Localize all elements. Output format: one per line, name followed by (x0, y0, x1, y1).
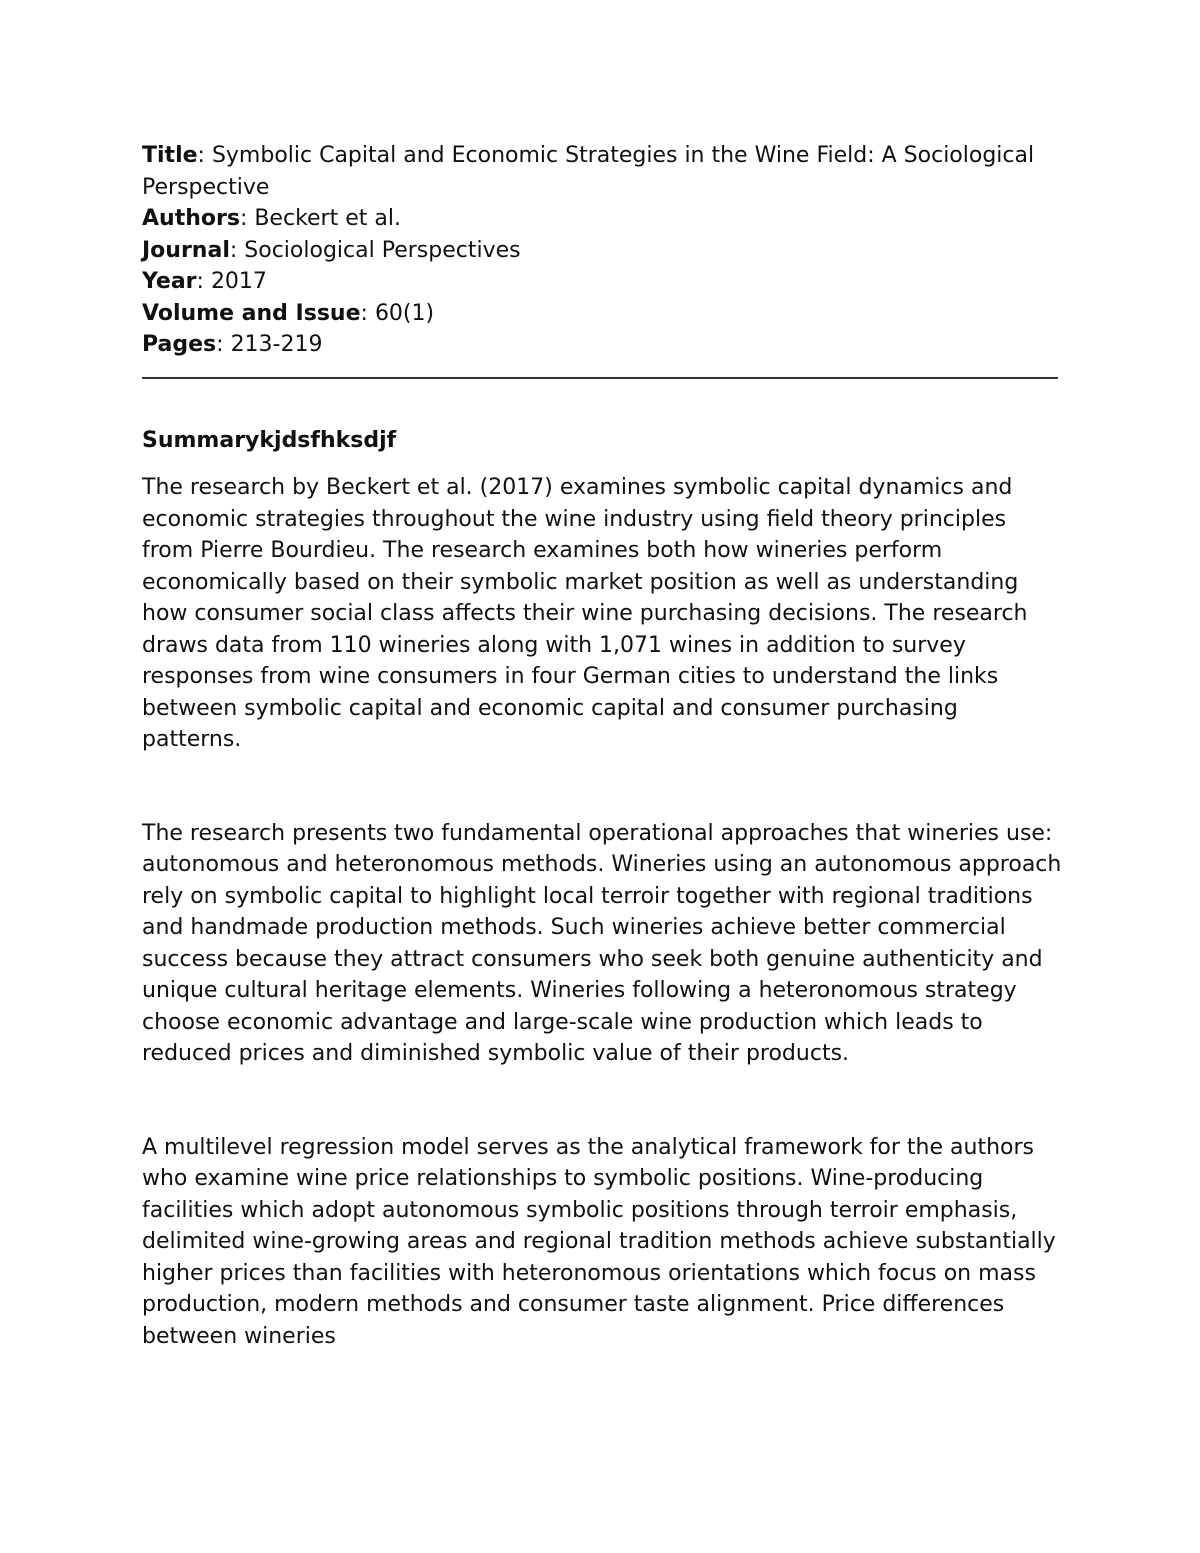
meta-volume-value: 60(1) (374, 300, 435, 326)
meta-year: Year: 2017 (142, 269, 267, 294)
meta-pages: Pages: 213-219 (142, 332, 323, 357)
summary-paragraph-3: A multilevel regression model serves as the analytical framework for the authors who examine wine price relationships to symbolic positions. Wine-producing facilities which adopt autonomous symbolic positions through terroir emphasis, delimited wine-growing areas and regional tradition methods achieve substantially higher prices than facilities with heteronomous orientations which focus on mass production, modern methods and consumer taste alignment. Price differences between wineries (142, 1134, 1056, 1349)
horizontal-divider (142, 377, 1058, 379)
meta-title-label: Title (142, 143, 198, 168)
meta-title: Title: Symbolic Capital and Economic Strategies in the Wine Field: A Sociological Perspective (142, 143, 1035, 200)
meta-year-label: Year (142, 269, 197, 294)
meta-volume: Volume and Issue: 60(1) (142, 300, 435, 326)
meta-authors: Authors: Beckert et al. (142, 206, 401, 231)
meta-title-value: Symbolic Capital and Economic Strategies in the Wine Field: A Sociological Perspective (142, 143, 1035, 200)
meta-authors-value: Beckert et al. (254, 206, 401, 231)
meta-volume-label: Volume and Issue (142, 300, 361, 326)
meta-pages-label: Pages (142, 332, 217, 357)
document-page (142, 140, 1062, 1352)
meta-pages-value: 213-219 (230, 332, 323, 357)
meta-authors-label: Authors (142, 206, 240, 231)
summary-paragraph-1: The research by Beckert et al. (2017) examines symbolic capital dynamics and economic strategies throughout the wine industry using field theory principles from Pierre Bourdieu. The research examines both how wineries perform economically based on their symbolic market position as well as understanding how consumer social class affects their wine purchasing decisions. The research draws data from 110 wineries along with 1,071 wines in addition to survey responses from wine consumers in four German cities to understand the links between symbolic capital and economic capital and consumer purchasing patterns. (142, 475, 1028, 752)
meta-journal: Journal: Sociological Perspectives (142, 237, 521, 263)
meta-journal-value: Sociological Perspectives (244, 237, 521, 263)
meta-year-value: 2017 (210, 269, 267, 294)
summary-heading: Summarykjdsfhksdjf (142, 427, 397, 453)
citation-metadata (142, 140, 1062, 361)
summary-paragraph-2: The research presents two fundamental operational approaches that wineries use: autonomous and heteronomous methods. Wineries using an autonomous approach rely on symbolic capital to highlight local terroir together with regional traditions and handmade production methods. Such wineries achieve better commercial success because they attract consumers who seek both genuine authenticity and unique cultural heritage elements. Wineries following a heteronomous strategy choose economic advantage and large-scale wine production which leads to reduced prices and diminished symbolic value of their products. (142, 820, 1062, 1066)
meta-journal-label: Journal (142, 237, 230, 263)
